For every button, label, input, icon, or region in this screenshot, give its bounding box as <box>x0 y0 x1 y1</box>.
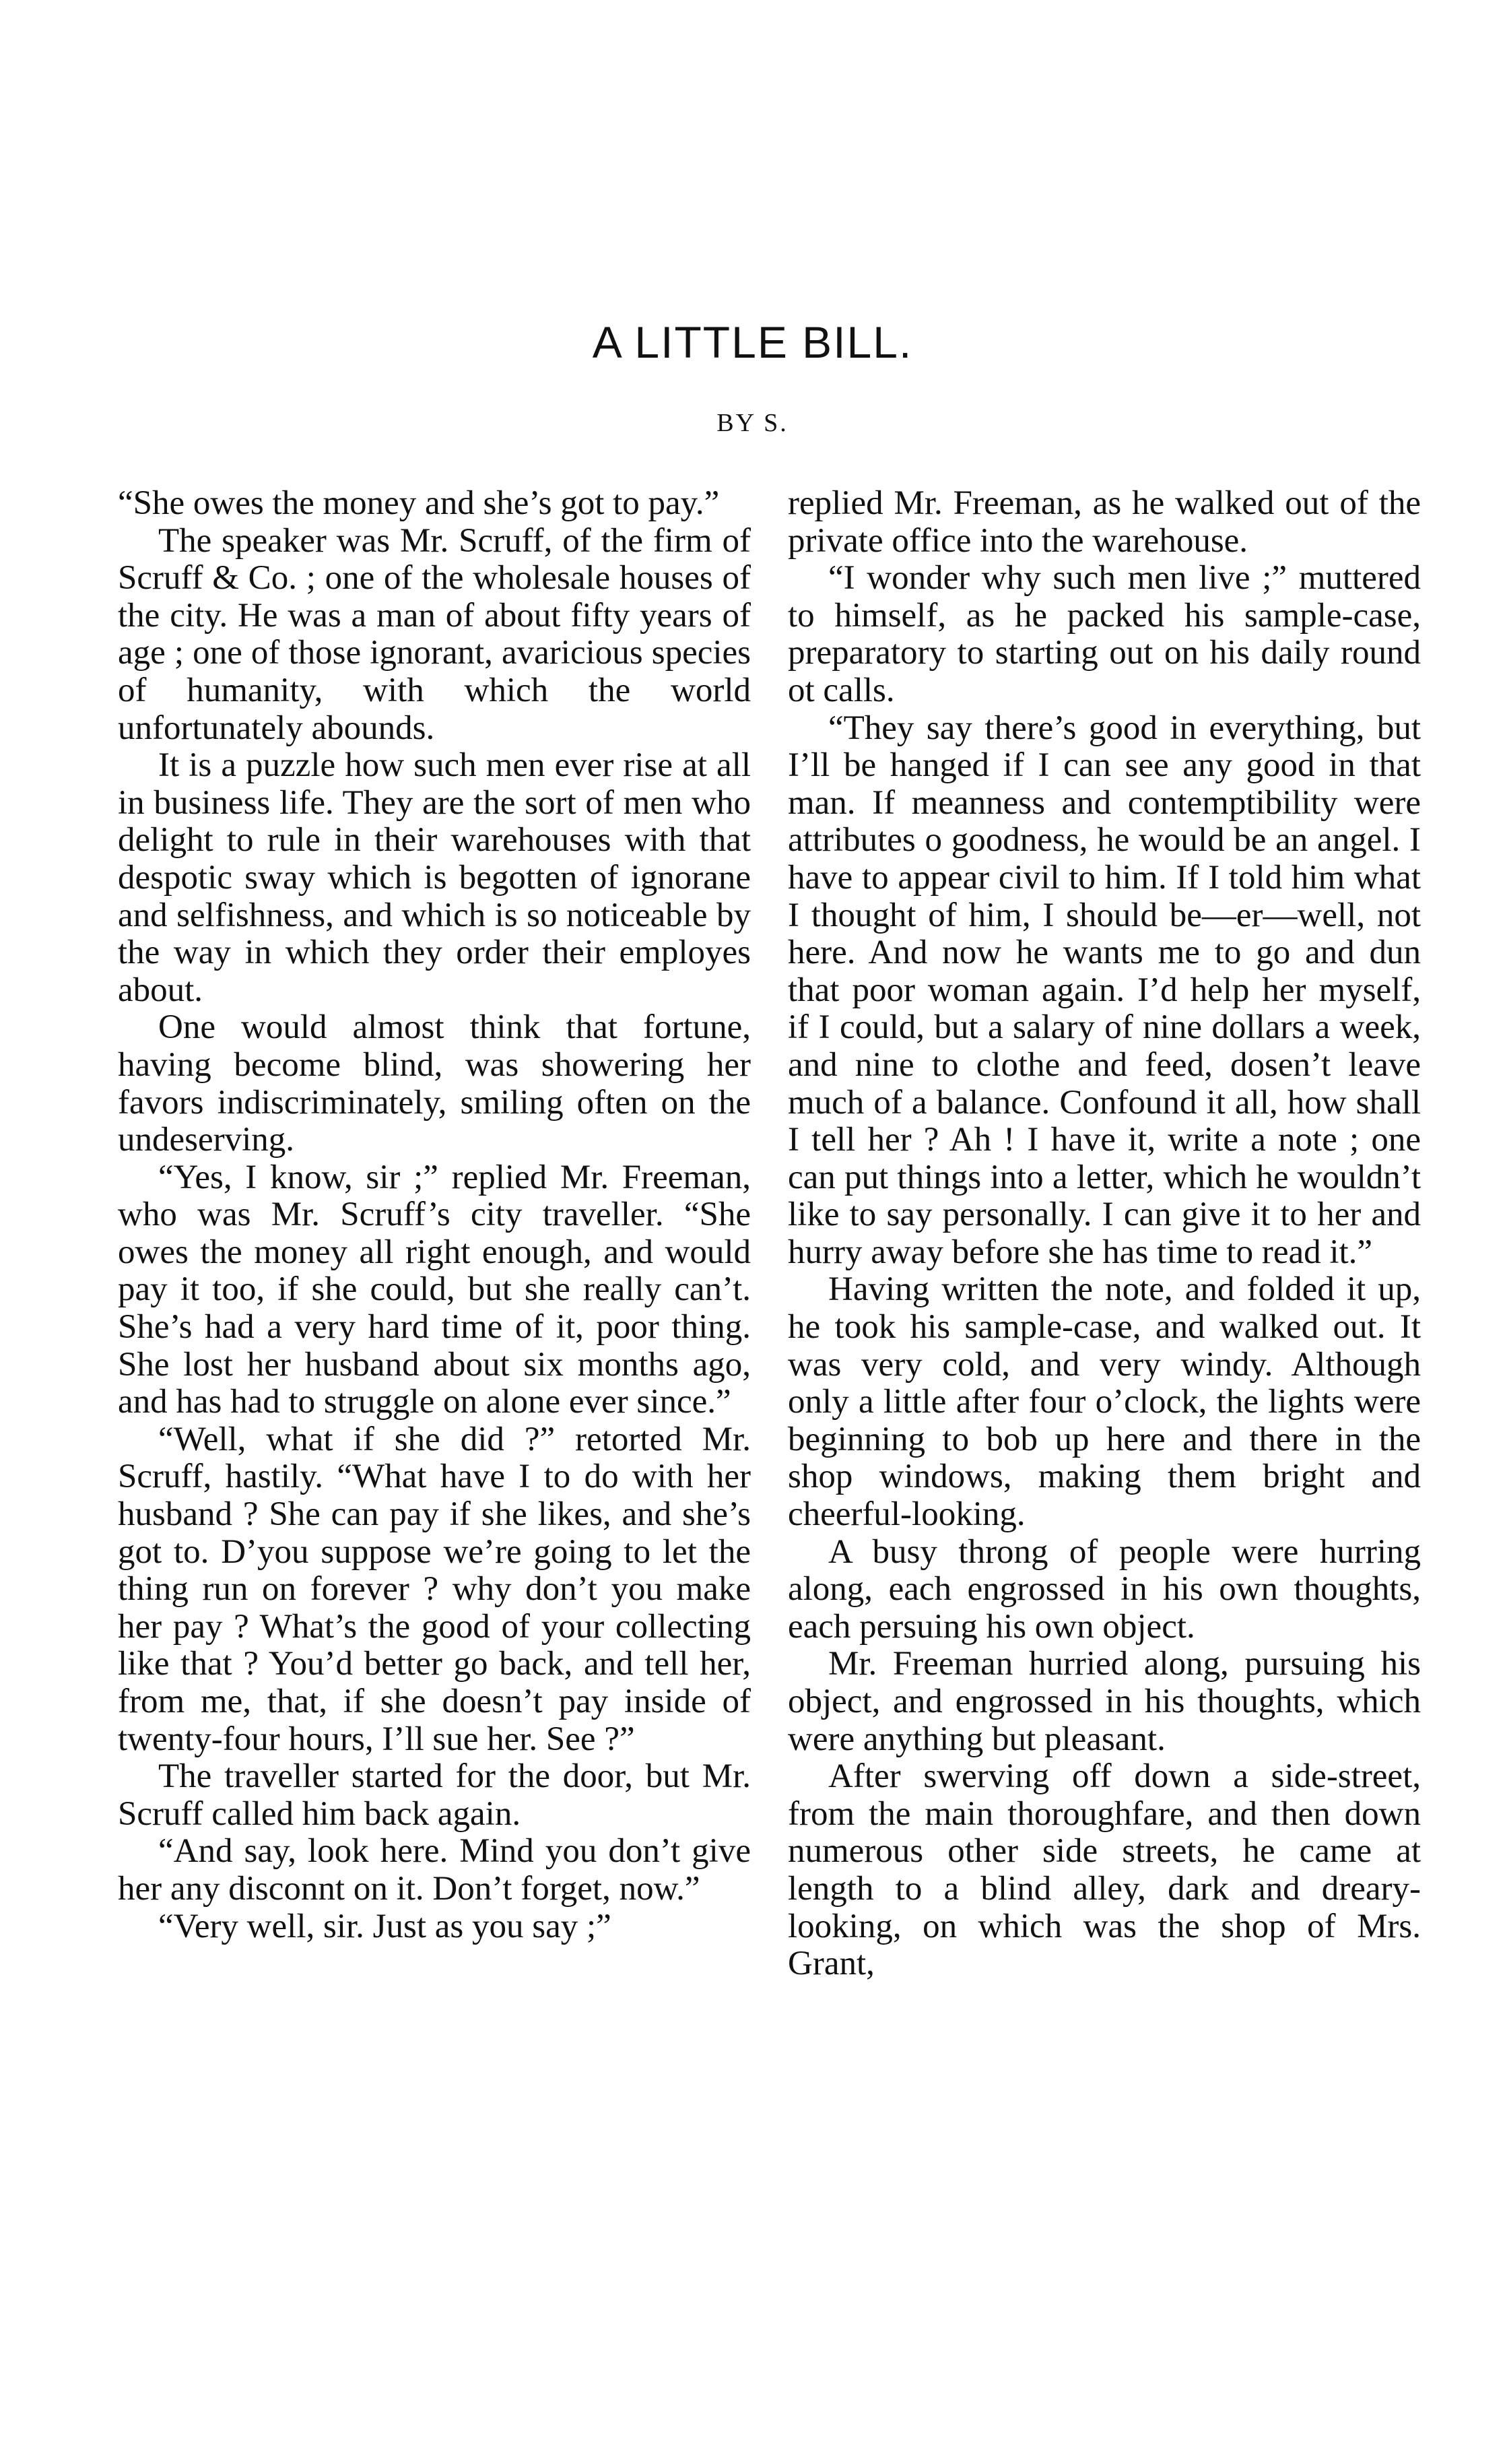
right-column <box>788 485 1421 1983</box>
paragraph: The speaker was Mr. Scruff, of the firm of Scruff & Co. ; one of the wholesale houses of the city. He was a man of about fifty years of age ; one of those ignorant, avaricious species of humanity, with which the world unfortunately abounds. <box>118 521 751 747</box>
paragraph: Having written the note, and folded it up, he took his sample-case, and walked out. It was very cold, and very windy. Although only a little after four o’clock, the lights were beginning to bob up here and there in the shop windows, making them bright and cheerful-looking. <box>788 1270 1421 1534</box>
paragraph: “And say, look here. Mind you don’t give her any disconnt on it. Don’t forget, now.” <box>118 1832 751 1908</box>
paragraph-continued: replied Mr. Freeman, as he walked out of the private office into the warehouse. <box>788 484 1421 560</box>
paragraph: A busy throng of people were hurring along, each engrossed in his own thoughts, each persuing his own object. <box>788 1532 1421 1646</box>
paragraph: The traveller started for the door, but Mr. Scruff called him back again. <box>118 1757 751 1833</box>
paragraph: “Very well, sir. Just as you say ;” <box>158 1907 611 1945</box>
paragraph: Mr. Freeman hurried along, pursuing his object, and engrossed in his thoughts, which were anything but pleasant. <box>788 1645 1421 1758</box>
paragraph: It is a puzzle how such men ever rise at all in business life. They are the sort of men who delight to rule in their warehouses with that despotic sway which is begotten of ignorane and selfishness, and which is so noticeable by the way in which they order their employes about. <box>118 746 751 1009</box>
paragraph: After swerving off down a side-street, from the main thoroughfare, and then down numerous other side streets, he came at length to a blind alley, dark and dreary-looking, on which was the shop of Mrs. Grant, <box>788 1757 1421 1983</box>
paragraph: “Yes, I know, sir ;” replied Mr. Freeman, who was Mr. Scruff’s city traveller. “She owes the money all right enough, and would pay it too, if she could, but she really can’t. She’s had a very hard time of it, poor thing. She lost her husband about six months ago, and has had to struggle on alone ever since.” <box>118 1158 751 1421</box>
paragraph: “They say there’s good in everything, but I’ll be hanged if I can see any good in that man. If meanness and contemptibility were attributes o goodness, he would be an angel. I have to appear civil to him. If I told him what I thought of him, I should be—er—well, not here. And now he wants me to go and dun that poor woman again. I’d help her myself, if I could, but a salary of nine dollars a week, and nine to clothe and feed, dosen’t leave much of a balance. Confound it all, how shall I tell her ? Ah ! I have it, write a note ; one can put things into a letter, which he wouldn’t like to say personally. I can give it to her and hurry away before she has time to read it.” <box>788 709 1421 1271</box>
paragraph: “Well, what if she did ?” retorted Mr. Scruff, hastily. “What have I to do with her husband ? She can pay if she likes, and she’s got to. D’you suppose we’re going to let the thing run on forever ? why don’t you make her pay ? What’s the good of your collecting like that ? You’d better go back, and tell her, from me, that, if she doesn’t pay inside of twenty-four hours, I’ll sue her. See ?” <box>118 1420 751 1758</box>
paragraph: One would almost think that fortune, having become blind, was showering her favors indiscriminately, smiling often on the undeserving. <box>118 1008 751 1159</box>
paragraph: “I wonder why such men live ;” muttered to himself, as he packed his sample-case, preparatory to starting out on his daily round ot calls. <box>788 559 1421 709</box>
paragraph: “She owes the money and she’s got to pay.” <box>118 484 720 522</box>
article-byline: BY S. <box>716 409 789 437</box>
article-title: A LITTLE BILL. <box>592 317 913 367</box>
left-column <box>118 485 751 1945</box>
